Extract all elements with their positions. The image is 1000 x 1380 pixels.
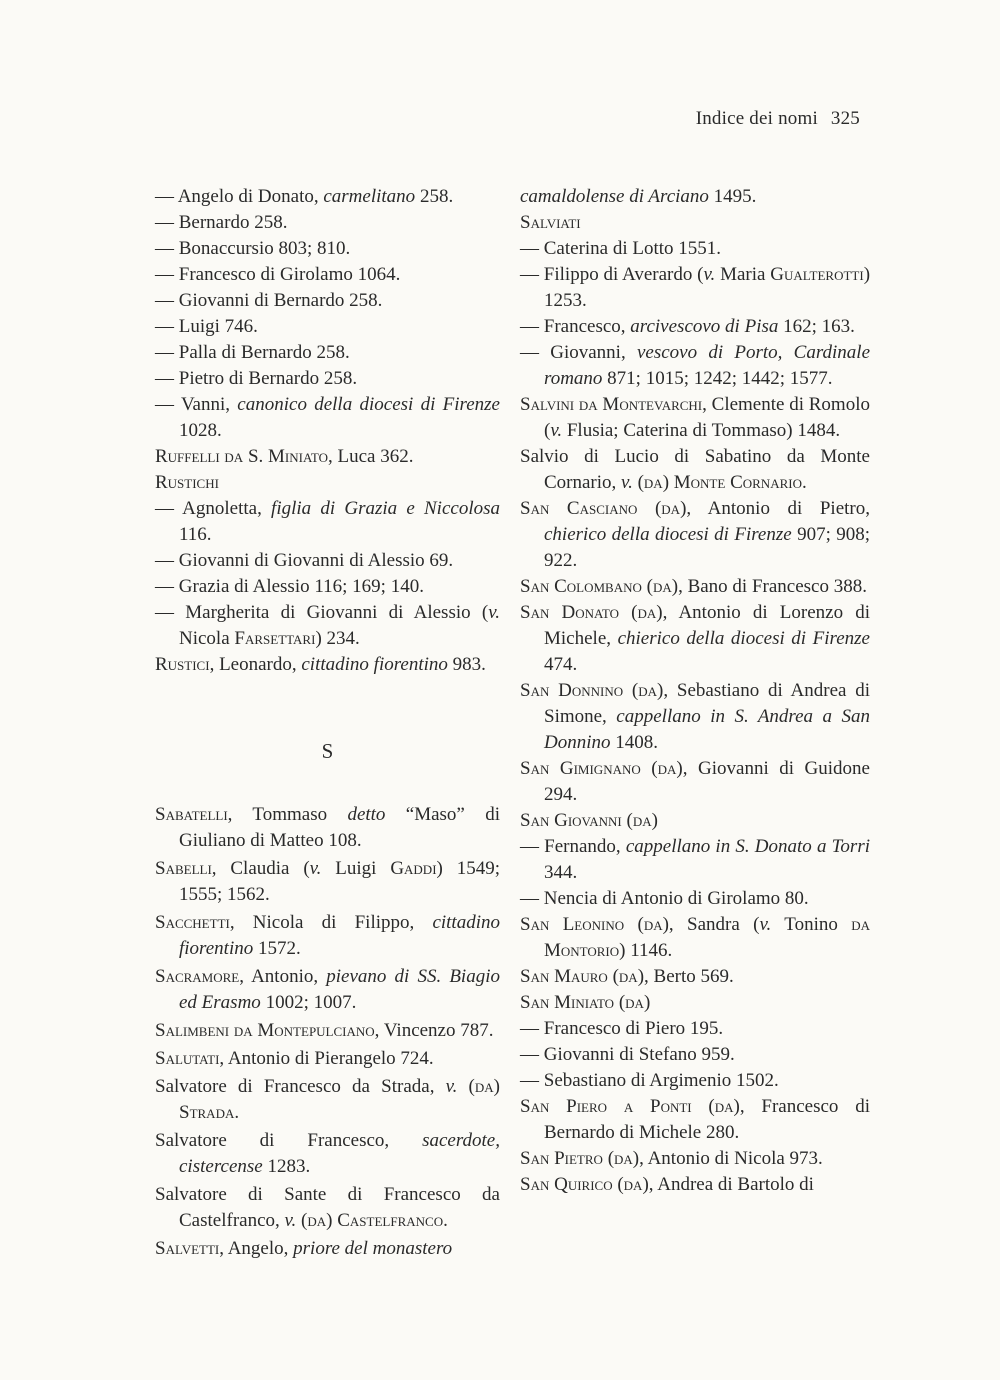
entry-text: ( xyxy=(621,810,633,831)
entry-text: 1408. xyxy=(610,732,658,753)
entry-text: ( xyxy=(614,992,626,1013)
entry-text: ( xyxy=(602,1148,615,1169)
entry-text: San Leonino xyxy=(520,914,625,935)
entry-text: Salviati xyxy=(520,212,581,233)
entry-text: , Vincenzo 787. xyxy=(374,1020,494,1041)
index-entry xyxy=(155,184,500,210)
entry-text: ( xyxy=(640,758,658,779)
index-entry xyxy=(155,1236,500,1262)
entry-text: ), Antonio di Lorenzo di Michele, xyxy=(544,602,870,649)
entry-text: Nicola xyxy=(179,628,235,649)
entry-text: cappellano in S. Donato a Torri xyxy=(625,836,871,857)
entry-text: — Fernando, xyxy=(520,836,626,857)
entry-text: ), Antonio di Pietro, xyxy=(680,498,870,519)
index-entry xyxy=(155,600,500,652)
entry-text: Monte Cornario xyxy=(673,472,802,493)
entry-text: Flusia; Caterina di Tommaso) 1484. xyxy=(562,420,841,441)
entry-text: “Maso” di Giuliano di Matteo 108. xyxy=(179,804,500,851)
entry-text: San Miniato xyxy=(520,992,615,1013)
entry-text: sacerdote, cistercense xyxy=(179,1130,500,1177)
entry-text: da xyxy=(643,472,663,493)
index-entry xyxy=(155,470,500,496)
entry-text: v. xyxy=(488,602,500,623)
index-entry xyxy=(520,1016,870,1042)
index-entry xyxy=(520,808,870,834)
entry-text: 983. xyxy=(447,654,486,675)
entry-text: Salvini da Montevarchi xyxy=(520,394,703,415)
entry-text: ), Giovanni di Guidone 294. xyxy=(544,758,870,805)
entry-text: San Donato xyxy=(520,602,620,623)
index-entry xyxy=(155,392,500,444)
entry-text: v. xyxy=(703,264,716,285)
entry-text: ( xyxy=(691,1096,715,1117)
index-entry xyxy=(155,236,500,262)
entry-text: canonico della diocesi di Firenze xyxy=(237,394,500,415)
index-entry xyxy=(155,574,500,600)
entry-text: cittadino fiorentino xyxy=(179,912,500,959)
entry-text: San Giovanni xyxy=(520,810,622,831)
entry-text: — Pietro di Bernardo 258. xyxy=(155,368,358,389)
index-entry xyxy=(520,262,870,314)
entry-text: Salvio di Lucio di Sabatino da Monte Cornario, xyxy=(520,446,870,493)
entry-text: San Piero a Ponti xyxy=(520,1096,692,1117)
entry-text: Sacchetti xyxy=(155,912,230,933)
index-entry xyxy=(520,1146,870,1172)
entry-text: , Luca 362. xyxy=(328,446,414,467)
entry-text: ) 1549; 1555; 1562. xyxy=(179,858,500,905)
index-entry xyxy=(520,314,870,340)
entry-text: ), Andrea di Bartolo di xyxy=(642,1174,814,1195)
entry-text: — Giovanni, xyxy=(520,342,637,363)
left-entries-s xyxy=(155,802,500,1262)
entry-text: , Leonardo, xyxy=(209,654,302,675)
entry-text: ), Antonio di Nicola 973. xyxy=(632,1148,823,1169)
entry-text: , Nicola di Filippo, xyxy=(229,912,433,933)
entry-text: cappellano in S. Andrea a San Donnino xyxy=(544,706,871,753)
entry-text: San Mauro xyxy=(520,966,608,987)
entry-text: v. xyxy=(621,472,633,493)
entry-text: , Claudia ( xyxy=(211,858,310,879)
entry-text: Salvatore di Francesco da Strada, xyxy=(155,1076,446,1097)
index-entry xyxy=(155,652,500,678)
entry-text: ), Bano di Francesco 388. xyxy=(671,576,867,597)
entry-text: 162; 163. xyxy=(778,316,855,337)
index-entry xyxy=(155,288,500,314)
index-entry xyxy=(520,444,870,496)
entry-text: — Filippo di Averardo ( xyxy=(520,264,704,285)
entry-text: chierico della diocesi di Firenze xyxy=(617,628,870,649)
entry-text: da xyxy=(637,602,657,623)
index-entry xyxy=(520,678,870,756)
entry-text: Salimbeni da Montepulciano xyxy=(155,1020,375,1041)
header-title: Indice dei nomi xyxy=(695,108,818,129)
entry-text: — Margherita di Giovanni di Alessio ( xyxy=(155,602,489,623)
entry-text: — Sebastiano di Argimenio 1502. xyxy=(520,1070,779,1091)
entry-text: ), Sebastiano di Andrea di Simone, xyxy=(544,680,870,727)
entry-text: 1572. xyxy=(253,938,301,959)
entry-text: Farsettari xyxy=(234,628,316,649)
index-entry xyxy=(520,756,870,808)
entry-text: ) 1253. xyxy=(544,264,871,311)
entry-text: — Angelo di Donato, xyxy=(155,186,324,207)
entry-text: Salvetti xyxy=(155,1238,220,1259)
entry-text: 1495. xyxy=(708,186,757,207)
entry-text: 907; 908; 922. xyxy=(544,524,870,571)
entry-text: ) xyxy=(493,1076,500,1097)
index-entry xyxy=(155,366,500,392)
entry-text: priore del monastero xyxy=(293,1238,453,1259)
index-entry xyxy=(520,834,870,886)
entry-text: figlia di Grazia e Niccolosa xyxy=(271,498,500,519)
entry-text: pievano di SS. Biagio ed Erasmo xyxy=(179,966,500,1013)
entry-text: Miniato xyxy=(268,446,329,467)
entry-text: 116. xyxy=(179,524,212,545)
entry-text: v. xyxy=(284,1210,297,1231)
entry-text: — Vanni, xyxy=(155,394,238,415)
left-entries xyxy=(155,184,500,678)
entry-text: San Quirico xyxy=(520,1174,613,1195)
entry-text: da xyxy=(643,914,663,935)
entry-text: ) xyxy=(651,810,658,831)
index-entry xyxy=(155,964,500,1016)
entry-text: — Francesco di Piero 195. xyxy=(520,1018,724,1039)
entry-text: Tonino xyxy=(771,914,852,935)
entry-text: ) 1146. xyxy=(619,940,673,961)
entry-text: ( xyxy=(612,1174,624,1195)
index-entry xyxy=(155,1018,500,1044)
entry-text: ( xyxy=(623,680,639,701)
entry-text: da xyxy=(632,810,652,831)
entry-text: v. xyxy=(550,420,563,441)
entry-text: San Colombano xyxy=(520,576,642,597)
entry-text: San Donnino xyxy=(520,680,624,701)
page-number: 325 xyxy=(830,108,860,129)
entry-text: da xyxy=(614,1148,633,1169)
left-column xyxy=(155,184,500,1264)
entry-text: — Giovanni di Giovanni di Alessio 69. xyxy=(155,550,454,571)
index-entry xyxy=(520,1094,870,1146)
entry-text: ) xyxy=(643,992,651,1013)
entry-text: 474. xyxy=(544,654,578,675)
entry-text: camaldolense di Arciano xyxy=(520,186,709,207)
index-entry xyxy=(520,600,870,678)
entry-text: — Francesco di Girolamo 1064. xyxy=(155,264,401,285)
entry-text: v. xyxy=(759,914,772,935)
index-entry xyxy=(520,392,870,444)
entry-text: S. xyxy=(243,446,269,467)
entry-text: Gualterotti xyxy=(770,264,864,285)
entry-text: — Agnoletta, xyxy=(155,498,272,519)
entry-text: ( xyxy=(457,1076,475,1097)
entry-text: , Antonio di Pierangelo 724. xyxy=(219,1048,434,1069)
index-entry xyxy=(155,548,500,574)
index-entry xyxy=(155,314,500,340)
entry-text: — Bernardo 258. xyxy=(155,212,288,233)
entry-text: ( xyxy=(637,498,662,519)
entry-text: San Casciano xyxy=(520,498,638,519)
index-entry xyxy=(155,856,500,908)
index-entry xyxy=(520,340,870,392)
entry-text: — Giovanni di Bernardo 258. xyxy=(155,290,383,311)
entry-text: Ruffelli da xyxy=(155,446,244,467)
entry-text: da xyxy=(657,758,677,779)
index-entry xyxy=(155,1128,500,1180)
entry-text: , Tommaso xyxy=(227,804,348,825)
entry-text: Castelfranco xyxy=(337,1210,444,1231)
entry-text: Salutati xyxy=(155,1048,220,1069)
entry-text: ( xyxy=(641,576,653,597)
entry-text: da xyxy=(661,498,681,519)
entry-text: — Nencia di Antonio di Girolamo 80. xyxy=(520,888,809,909)
entry-text: cittadino fiorentino xyxy=(301,654,448,675)
entry-text: da xyxy=(618,966,638,987)
entry-text: detto xyxy=(347,804,386,825)
entry-text: Luigi xyxy=(321,858,391,879)
index-entry xyxy=(155,1074,500,1126)
index-entry xyxy=(520,236,870,262)
index-entry xyxy=(155,210,500,236)
entry-text: , Angelo, xyxy=(219,1238,294,1259)
entry-text: ( xyxy=(296,1210,308,1231)
entry-text: da xyxy=(474,1076,494,1097)
index-entry xyxy=(520,990,870,1016)
entry-text: 1002; 1007. xyxy=(260,992,357,1013)
entry-text: . xyxy=(443,1210,448,1231)
entry-text: ( xyxy=(624,914,644,935)
page-header xyxy=(696,108,860,130)
entry-text: — Caterina di Lotto 1551. xyxy=(520,238,722,259)
entry-text: ) xyxy=(326,1210,338,1231)
entry-text: San Pietro xyxy=(520,1148,603,1169)
entry-text: ), Berto 569. xyxy=(637,966,734,987)
entry-text: arcivescovo di Pisa xyxy=(630,316,779,337)
right-entries xyxy=(520,184,870,1198)
entry-text: ( xyxy=(619,602,638,623)
index-entry xyxy=(155,1182,500,1234)
index-entry xyxy=(155,1046,500,1072)
entry-text: , Antonio, xyxy=(239,966,327,987)
index-entry xyxy=(520,1042,870,1068)
index-entry xyxy=(155,340,500,366)
entry-text: Sacramore xyxy=(155,966,240,987)
entry-text: 871; 1015; 1242; 1442; 1577. xyxy=(602,368,833,389)
entry-text: Rustichi xyxy=(155,472,219,493)
entry-text: Sabelli xyxy=(155,858,212,879)
index-entry xyxy=(520,886,870,912)
index-entry xyxy=(520,964,870,990)
entry-text: ( xyxy=(607,966,619,987)
entry-text: ) xyxy=(662,472,674,493)
index-entry xyxy=(520,1172,870,1198)
entry-text: Sabatelli xyxy=(155,804,228,825)
entry-text: ), Francesco di Bernardo di Michele 280. xyxy=(544,1096,870,1143)
entry-text: San Gimignano xyxy=(520,758,641,779)
entry-text: da xyxy=(307,1210,327,1231)
entry-text: Salvatore di Francesco, xyxy=(155,1130,423,1151)
index-entry xyxy=(520,574,870,600)
entry-text: da xyxy=(638,680,658,701)
entry-text: . xyxy=(234,1102,240,1123)
entry-text: — Bonaccursio 803; 810. xyxy=(155,238,351,259)
entry-text: v. xyxy=(309,858,322,879)
entry-text: Maria xyxy=(715,264,771,285)
index-entry xyxy=(520,1068,870,1094)
index-entry xyxy=(155,262,500,288)
entry-text: , Clemente di Romolo ( xyxy=(544,394,870,441)
entry-text: ( xyxy=(632,472,644,493)
entry-text: 1283. xyxy=(262,1156,311,1177)
entry-text: da xyxy=(714,1096,734,1117)
right-column xyxy=(520,184,870,1198)
entry-text: Gaddi xyxy=(390,858,437,879)
index-entry xyxy=(155,496,500,548)
entry-text: 1028. xyxy=(179,420,222,441)
entry-text: chierico della diocesi di Firenze xyxy=(544,524,792,545)
entry-text: — Grazia di Alessio 116; 169; 140. xyxy=(155,576,424,597)
entry-text: 344. xyxy=(544,862,578,883)
entry-text: ), Sandra ( xyxy=(662,914,760,935)
entry-text: da xyxy=(652,576,672,597)
entry-text: ) 234. xyxy=(315,628,360,649)
index-entry xyxy=(520,184,870,210)
entry-text: da xyxy=(623,1174,643,1195)
entry-text: — Luigi 746. xyxy=(155,316,258,337)
index-entry xyxy=(520,210,870,236)
entry-text: da xyxy=(625,992,644,1013)
entry-text: — Palla di Bernardo 258. xyxy=(155,342,350,363)
entry-text: carmelitano xyxy=(323,186,416,207)
entry-text: vescovo di Porto, Cardinale romano xyxy=(544,342,870,389)
entry-text: da Montorio xyxy=(544,914,870,961)
entry-text: v. xyxy=(445,1076,458,1097)
section-letter: S xyxy=(321,739,334,763)
entry-text: . xyxy=(801,472,807,493)
entry-text: Strada xyxy=(179,1102,235,1123)
entry-text: 258. xyxy=(415,186,454,207)
index-entry xyxy=(520,912,870,964)
index-entry xyxy=(155,444,500,470)
index-entry xyxy=(155,910,500,962)
entry-text: — Francesco, xyxy=(520,316,631,337)
index-entry xyxy=(155,802,500,854)
entry-text: Rustici xyxy=(155,654,210,675)
index-entry xyxy=(520,496,870,574)
entry-text: — Giovanni di Stefano 959. xyxy=(520,1044,735,1065)
entry-text: Salvatore di Sante di Francesco da Castelfranco, xyxy=(155,1184,500,1231)
